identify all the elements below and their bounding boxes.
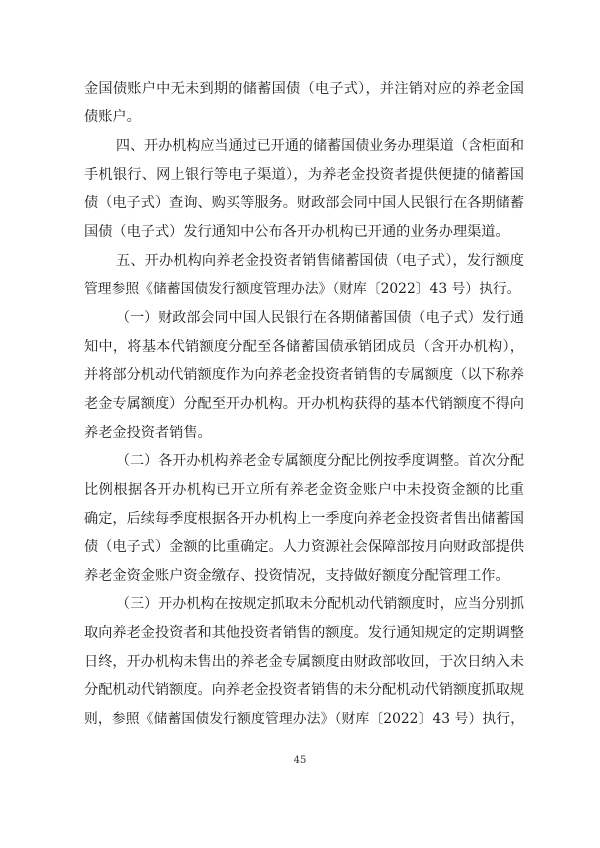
text-line: （三）开办机构在按规定抓取未分配机动代销额度时，应当分别抓 [116, 596, 524, 612]
text-line: 并将部分机动代销额度作为向养老金投资者销售的专属额度（以下称养 [84, 367, 524, 383]
text-line: 债（电子式）查询、购买等服务。财政部会同中国人民银行在各期储蓄 [84, 195, 524, 211]
text-line: 管理参照《储蓄国债发行额度管理办法》（财库〔2022〕43 号）执行。 [84, 281, 521, 297]
text-line: 债（电子式）金额的比重确定。人力资源社会保障部按月向财政部提供 [84, 539, 524, 555]
text-line: 知中，将基本代销额度分配至各储蓄国债承销团成员（含开办机构）， [84, 339, 524, 355]
page-number: 45 [293, 755, 307, 766]
text-line: 手机银行、网上银行等电子渠道），为养老金投资者提供便捷的储蓄国 [84, 167, 524, 183]
text-line: 分配机动代销额度。向养老金投资者销售的未分配机动代销额度抓取规 [84, 682, 524, 698]
text-line: 则，参照《储蓄国债发行额度管理办法》（财库〔2022〕43 号）执行， [84, 711, 524, 727]
text-line: 债账户。 [84, 109, 141, 125]
text-line: 老金专属额度）分配至开办机构。开办机构获得的基本代销额度不得向 [84, 396, 524, 412]
text-line: 养老金投资者销售。 [84, 425, 212, 441]
text-line: 取向养老金投资者和其他投资者销售的额度。发行通知规定的定期调整 [84, 625, 524, 641]
text-line: 比例根据各开办机构已开立所有养老金资金账户中未投资金额的比重 [84, 482, 524, 498]
text-line: 日终，开办机构未售出的养老金专属额度由财政部收回，于次日纳入未 [84, 654, 524, 670]
text-line: 国债（电子式）发行通知中公布各开办机构已开通的业务办理渠道。 [84, 224, 510, 240]
text-line: （一）财政部会同中国人民银行在各期储蓄国债（电子式）发行通 [116, 310, 524, 326]
text-line: 五、开办机构向养老金投资者销售储蓄国债（电子式），发行额度 [116, 253, 524, 269]
text-line: 金国债账户中无未到期的储蓄国债（电子式），并注销对应的养老金国 [84, 81, 524, 97]
text-line: 四、开办机构应当通过已开通的储蓄国债业务办理渠道（含柜面和 [116, 138, 524, 154]
text-line: 确定，后续每季度根据各开办机构上一季度向养老金投资者售出储蓄国 [84, 511, 524, 527]
text-line: 养老金资金账户资金缴存、投资情况，支持做好额度分配管理工作。 [84, 568, 510, 584]
text-line: （二）各开办机构养老金专属额度分配比例按季度调整。首次分配 [116, 453, 524, 469]
